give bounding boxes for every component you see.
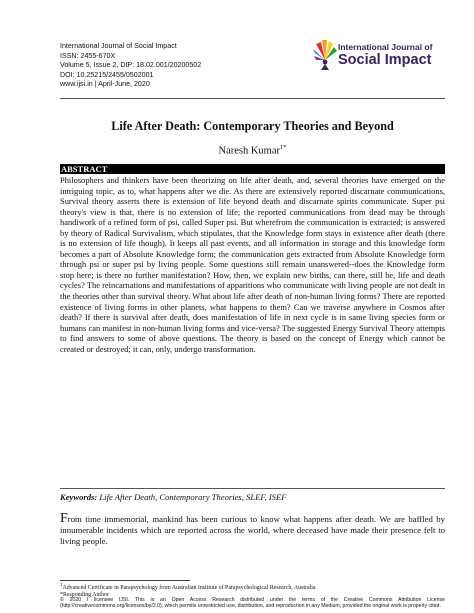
journal-website: www.ijsi.in | April-June, 2020	[60, 80, 150, 89]
footnote-1	[60, 582, 445, 592]
keywords-line	[60, 492, 445, 502]
keywords-label: Keywords:	[60, 492, 98, 502]
intro-text: rom time immemorial, mankind has been curious to know what happens after death. We are baffled by innumerable incidents which are reported across the world, where deceased have made their presence felt to living people.	[60, 514, 445, 546]
paper-title: Life After Death: Contemporary Theories and Beyond	[111, 119, 394, 133]
journal-volume: Volume 5, Issue 2, DIP: 18.02.001/20200502	[60, 61, 202, 70]
logo-text-line1: International Journal of	[338, 42, 433, 52]
footnote-1-text: Advanced Certificate in Parapsychology from Australian Institute of Parapsychological Research, Australia	[62, 584, 316, 591]
header-divider	[60, 98, 445, 99]
abstract-heading: ABSTRACT	[60, 164, 445, 174]
logo-figure-body	[321, 64, 329, 70]
footnote-responding-author: *Responding Author	[60, 592, 109, 599]
journal-logo	[312, 34, 444, 78]
author-footnote-mark: 1*	[280, 144, 287, 151]
keywords-text: Life After Death, Contemporary Theories, SLEF, ISEF	[99, 492, 287, 502]
introduction-paragraph	[60, 511, 445, 547]
footnote-1-mark: 1	[60, 583, 63, 588]
author-name: Naresh Kumar	[218, 145, 281, 157]
journal-doi: DOI: 10.25215/2455/0502001	[60, 70, 154, 79]
intro-dropcap: F	[60, 511, 68, 526]
logo-text-line2: Social Impact	[338, 52, 432, 68]
journal-metadata	[60, 42, 310, 90]
abstract-divider	[60, 488, 445, 489]
footnote-divider	[60, 580, 190, 581]
journal-issn: ISSN: 2455-670X	[60, 51, 116, 60]
journal-name: International Journal of Social Impact	[60, 42, 177, 50]
license-notice: © 2020 I licensee IJSI. This is an Open Access Research distributed under the terms of the Creative Commons Attribution License (http://creativecommons.org/licenses/by/2.0), which permits unrestricted use, distribution, and reproduction in any Medium, provided the original work is properly cited.	[60, 597, 445, 610]
logo-text	[338, 42, 432, 68]
abstract-text: Philosophers and thinkers have been theorizing on life after death, and, several theories have emerged on the intriguing topic, as to, what happens after we die. As there are extensively reported discarnate communications, Survival theory asserts there is extension of life beyond death and discarnate spirits communicate. Super psi theory's view is that, there is no extension of life; the reported communications from dead may be through handiwork of a refined form of psi, called Super psi. But wherefrom the communication is extracted; is answered by theory of Radical Survivalism, which stipulates, that the Knowledge form stays in existence after death (there is no extension of life though). It keeps all past events, and all information in storage and this knowledge form becomes a part of Absolute Knowledge form; the communication gets extracted from Absolute Knowledge form through psi or super psi by living people. Some questions still remain unanswered--does the Knowledge form stop here; is there no further manifestation? How, then, we explain new births, can there, still be, life and death cycles? The reincarnations and manifestations of apparitions who communicate with living people are not dealt in the theories other than survival theory. What about life after death of non-human living forms? There are reported existence of living forms in other planets, what happens to them? Can we traverse anywhere in Cosmos after death? If there is survival after death, does manifestation of life in next cycle is in same living species form or humans can manifest in non-human living forms and vice-versa? The suggested Energy Survival Theory attempts to find answers to some of above questions. The theory is based on the concept of Energy which cannot be created or destroyed; it can, only, undergo transformation.	[60, 175, 445, 354]
author-line	[60, 144, 445, 157]
logo-splash-icon	[312, 36, 338, 70]
logo-figure-head	[323, 60, 328, 65]
